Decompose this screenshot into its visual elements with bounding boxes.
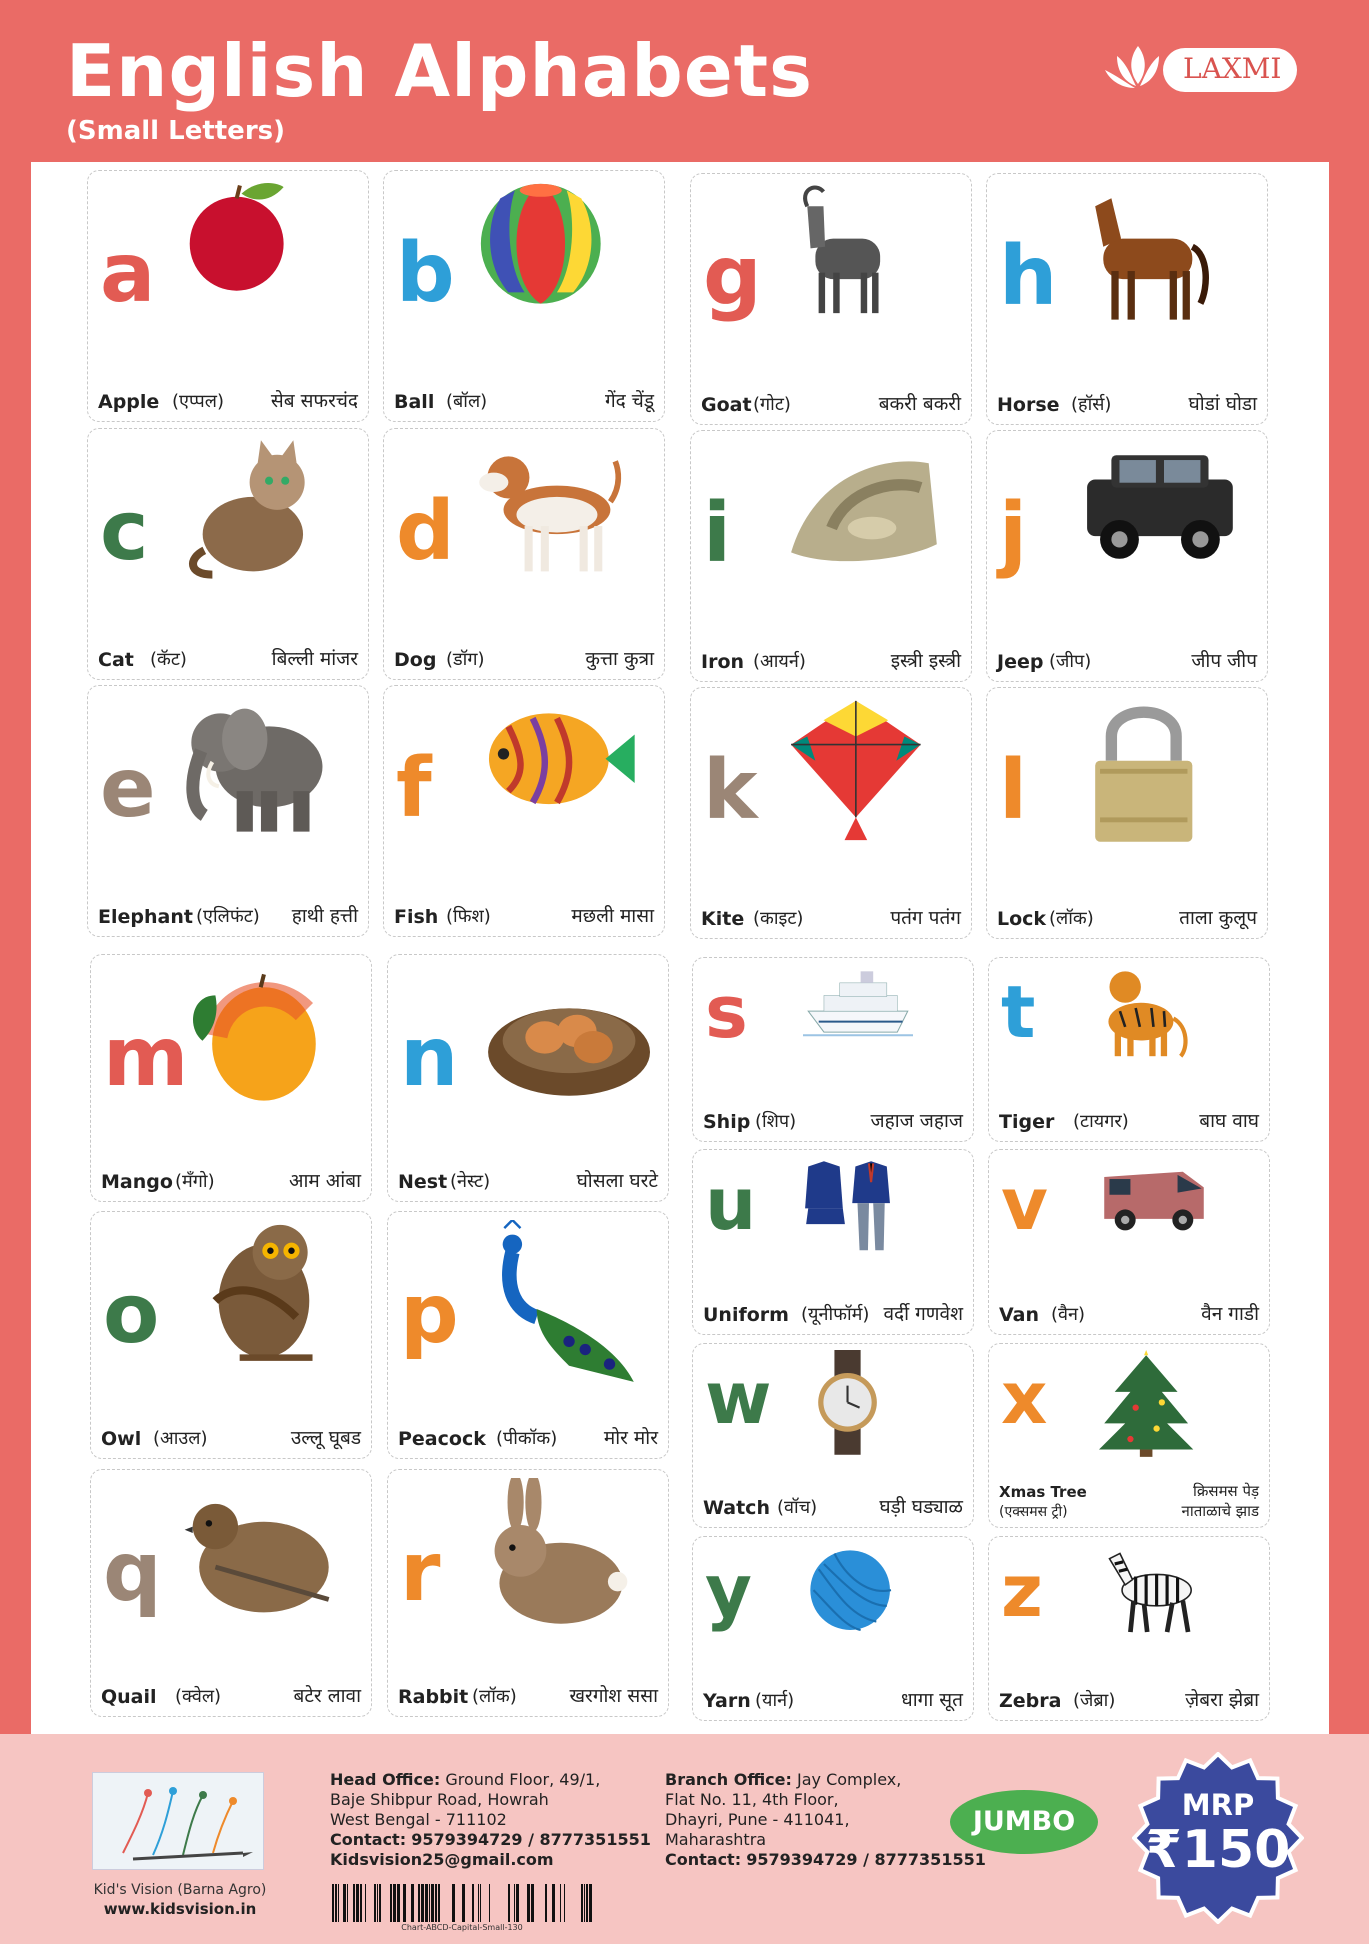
elephant-icon: [180, 694, 350, 864]
hindi-p: (पीकॉक): [496, 1428, 558, 1449]
marathi-g: बकरी बकरी: [878, 393, 961, 415]
word-p: Peacock: [398, 1428, 486, 1450]
marathi-u: वर्दी गणवेश: [883, 1303, 963, 1325]
hindi-l: (लॉक): [1049, 908, 1094, 929]
card-h: [986, 173, 1268, 425]
hindi-f: (फिश): [446, 906, 491, 927]
yarn-icon: [783, 1543, 933, 1653]
branch-office-label: Branch Office:: [665, 1770, 792, 1789]
word-t: Tiger: [999, 1111, 1055, 1133]
head-contact: 9579394729 / 8777351551: [411, 1830, 651, 1849]
branch-office-line1: Jay Complex,: [797, 1770, 902, 1789]
word-o: Owl: [101, 1428, 142, 1450]
letter-u: u: [705, 1162, 757, 1246]
letter-a: a: [100, 226, 156, 321]
marathi-z: ज़ेबरा झेब्रा: [1185, 1689, 1259, 1711]
letter-h: h: [999, 229, 1058, 324]
letter-l: l: [999, 743, 1028, 838]
card-c: [87, 428, 369, 680]
uniform-icon: [783, 1156, 933, 1266]
marathi2-x: नाताळाचे झाड: [1181, 1502, 1259, 1520]
word-m: Mango: [101, 1171, 173, 1193]
mrp-value: ₹150: [1145, 1820, 1291, 1880]
letter-b: b: [396, 226, 455, 321]
word-v: Van: [999, 1304, 1040, 1326]
hindi-n: (नेस्ट): [450, 1171, 491, 1192]
word-w: Watch: [703, 1497, 770, 1519]
page-title: English Alphabets: [66, 29, 813, 113]
letter-t: t: [1001, 970, 1036, 1054]
marathi-h: घोडां घोडा: [1188, 393, 1257, 415]
owl-icon: [183, 1220, 353, 1390]
letter-f: f: [396, 741, 432, 836]
marathi-a: सेब सफरचंद: [270, 390, 358, 412]
card-q: [90, 1469, 372, 1717]
head-contact-label: Contact:: [330, 1830, 407, 1849]
nest-icon: [480, 963, 650, 1133]
letter-y: y: [705, 1549, 752, 1633]
hindi-j: (जीप): [1049, 651, 1092, 672]
iron-icon: [783, 439, 953, 609]
fish-icon: [476, 694, 646, 864]
hindi-w: (वॉच): [777, 1497, 818, 1518]
hindi-b: (बॉल): [446, 391, 488, 412]
card-y: [692, 1536, 974, 1721]
mrp-badge: [1132, 1752, 1304, 1924]
hindi-z: (जेब्रा): [1073, 1690, 1116, 1711]
card-p: [387, 1211, 669, 1459]
hindi-t: (टायगर): [1073, 1111, 1129, 1132]
hindi-h: (हॉर्स): [1071, 394, 1112, 415]
mrp-label: MRP: [1181, 1788, 1255, 1822]
letter-m: m: [103, 1010, 189, 1105]
word-y: Yarn: [703, 1690, 751, 1712]
word-k: Kite: [701, 908, 745, 930]
marathi-t: बाघ वाघ: [1199, 1110, 1259, 1132]
card-o: [90, 1211, 372, 1459]
word-c: Cat: [98, 649, 134, 671]
letter-i: i: [703, 486, 732, 581]
hindi-y: (यार्न): [755, 1690, 795, 1711]
kids-vision-logo: [92, 1772, 264, 1870]
letter-q: q: [103, 1525, 162, 1620]
jeep-icon: [1079, 439, 1249, 609]
mango-icon: [183, 963, 353, 1133]
peacock-icon: [480, 1220, 650, 1390]
cat-icon: [180, 437, 350, 607]
hindi-o: (आउल): [153, 1428, 208, 1449]
ship-icon: [783, 964, 933, 1074]
word-a: Apple: [98, 391, 160, 413]
word-q: Quail: [101, 1686, 157, 1708]
word-e: Elephant: [98, 906, 193, 928]
zebra-icon: [1079, 1543, 1229, 1653]
marathi-j: जीप जीप: [1191, 650, 1257, 672]
word-b: Ball: [394, 391, 435, 413]
letter-x: x: [1001, 1356, 1048, 1440]
letter-p: p: [400, 1267, 459, 1362]
card-d: [383, 428, 665, 680]
card-k: [690, 687, 972, 939]
marathi-i: इस्त्री इस्त्री: [890, 650, 961, 672]
marathi-v: वैन गाडी: [1201, 1303, 1259, 1325]
card-i: [690, 430, 972, 682]
head-email[interactable]: Kidsvision25@gmail.com: [330, 1850, 554, 1869]
hindi-d: (डॉग): [446, 649, 485, 670]
card-u: [692, 1149, 974, 1335]
card-e: [87, 685, 369, 937]
right-stripe: [1329, 188, 1369, 1734]
card-n: [387, 954, 669, 1202]
card-a: [87, 170, 369, 422]
hindi-c: (कॅट): [150, 649, 187, 670]
letter-g: g: [703, 229, 762, 324]
hindi-k: (काइट): [753, 908, 804, 929]
xmas-tree-icon: [1079, 1350, 1229, 1460]
marathi-b: गेंद चेंडू: [604, 390, 654, 412]
letter-e: e: [100, 741, 156, 836]
letter-z: z: [1001, 1549, 1043, 1633]
letter-o: o: [103, 1267, 160, 1362]
letter-j: j: [999, 486, 1028, 581]
letter-w: w: [705, 1356, 772, 1440]
word-x: Xmas Tree: [999, 1483, 1087, 1501]
word-d: Dog: [394, 649, 437, 671]
word-z: Zebra: [999, 1690, 1062, 1712]
hindi-q: (क्वेल): [175, 1686, 222, 1707]
card-f: [383, 685, 665, 937]
hindi-i: (आयर्न): [753, 651, 806, 672]
word-s: Ship: [703, 1111, 751, 1133]
hindi-e: (एलिफंट): [196, 906, 260, 927]
branch-office-line3: Dhayri, Pune - 411041,: [665, 1810, 850, 1829]
goat-icon: [783, 182, 953, 352]
marathi-r: खरगोश ससा: [569, 1685, 658, 1707]
letter-v: v: [1001, 1162, 1048, 1246]
branch-office-line4: Maharashtra: [665, 1830, 767, 1849]
marathi-x: क्रिसमस पेड़: [1193, 1482, 1259, 1500]
rabbit-icon: [480, 1478, 650, 1648]
letter-k: k: [703, 743, 758, 838]
word-l: Lock: [997, 908, 1047, 930]
word-i: Iron: [701, 651, 745, 673]
watch-icon: [783, 1350, 933, 1460]
head-office-line2: Baje Shibpur Road, Howrah: [330, 1790, 549, 1809]
card-x: [988, 1343, 1270, 1528]
ball-icon: [476, 179, 646, 349]
kite-icon: [783, 696, 953, 866]
card-s: [692, 957, 974, 1142]
card-b: [383, 170, 665, 422]
branch-office: [665, 1770, 986, 1870]
card-l: [986, 687, 1268, 939]
word-u: Uniform: [703, 1304, 789, 1326]
letter-c: c: [100, 484, 149, 579]
lock-icon: [1079, 696, 1249, 866]
marathi-c: बिल्ली मांजर: [271, 648, 358, 670]
letter-r: r: [400, 1525, 441, 1620]
page-subtitle: (Small Letters): [66, 116, 285, 146]
van-icon: [1079, 1156, 1229, 1266]
word-g: Goat: [701, 394, 752, 416]
barcode: [330, 1884, 594, 1922]
marathi-d: कुत्ता कुत्रा: [585, 648, 654, 670]
card-r: [387, 1469, 669, 1717]
card-v: [988, 1149, 1270, 1335]
hindi-a: (एप्पल): [172, 391, 224, 412]
marathi-q: बटेर लावा: [293, 1685, 361, 1707]
head-office-line1: Ground Floor, 49/1,: [445, 1770, 601, 1789]
branch-office-line2: Flat No. 11, 4th Floor,: [665, 1790, 839, 1809]
head-office-label: Head Office:: [330, 1770, 441, 1789]
card-m: [90, 954, 372, 1202]
dog-icon: [476, 437, 646, 607]
marathi-w: घड़ी घड्याळ: [879, 1496, 963, 1518]
marathi-p: मोर मोर: [603, 1427, 658, 1449]
apple-icon: [180, 179, 350, 349]
card-w: [692, 1343, 974, 1528]
quail-icon: [183, 1478, 353, 1648]
horse-icon: [1079, 182, 1249, 352]
hindi-v: (वैन): [1051, 1304, 1086, 1325]
card-z: [988, 1536, 1270, 1721]
marathi-s: जहाज जहाज: [870, 1110, 963, 1132]
word-f: Fish: [394, 906, 439, 928]
branch-contact-label: Contact:: [665, 1850, 742, 1869]
hindi-u: (यूनीफॉर्म): [801, 1304, 870, 1325]
card-t: [988, 957, 1270, 1142]
hindi-m: (मॅंगो): [175, 1171, 215, 1192]
marathi-e: हाथी हत्ती: [291, 905, 358, 927]
hindi-g: (गोट): [753, 394, 791, 415]
head-office-line3: West Bengal - 711102: [330, 1810, 507, 1829]
marathi-k: पतंग पतंग: [890, 907, 961, 929]
hindi-s: (शिप): [755, 1111, 797, 1132]
head-office: [330, 1770, 651, 1870]
letter-n: n: [400, 1010, 459, 1105]
letter-s: s: [705, 970, 748, 1054]
marathi-n: घोसला घरटे: [576, 1170, 658, 1192]
laxmi-logo: [1103, 40, 1297, 92]
company-name: Kid's Vision (Barna Agro): [93, 1882, 267, 1898]
marathi-m: आम आंबा: [288, 1170, 361, 1192]
marathi-f: मछली मासा: [571, 905, 654, 927]
branch-contact: 9579394729 / 8777351551: [746, 1850, 986, 1869]
word-n: Nest: [398, 1171, 448, 1193]
word-j: Jeep: [997, 651, 1044, 673]
barcode-text: Chart-ABCD-Capital-Small-130: [401, 1923, 523, 1932]
jumbo-badge: JUMBO: [950, 1790, 1098, 1854]
word-h: Horse: [997, 394, 1060, 416]
marathi-y: धागा सूत: [901, 1689, 963, 1711]
hindi-x: (एक्समस ट्री): [999, 1504, 1068, 1520]
company-website[interactable]: www.kidsvision.in: [103, 1900, 257, 1918]
brand-name: LAXMI: [1183, 52, 1282, 85]
card-j: [986, 430, 1268, 682]
letter-d: d: [396, 484, 455, 579]
hindi-r: (लॉक): [472, 1686, 517, 1707]
card-g: [690, 173, 972, 425]
marathi-o: उल्लू घूबड: [290, 1427, 361, 1449]
word-r: Rabbit: [398, 1686, 469, 1708]
tiger-icon: [1079, 964, 1229, 1074]
marathi-l: ताला कुलूप: [1179, 907, 1257, 929]
